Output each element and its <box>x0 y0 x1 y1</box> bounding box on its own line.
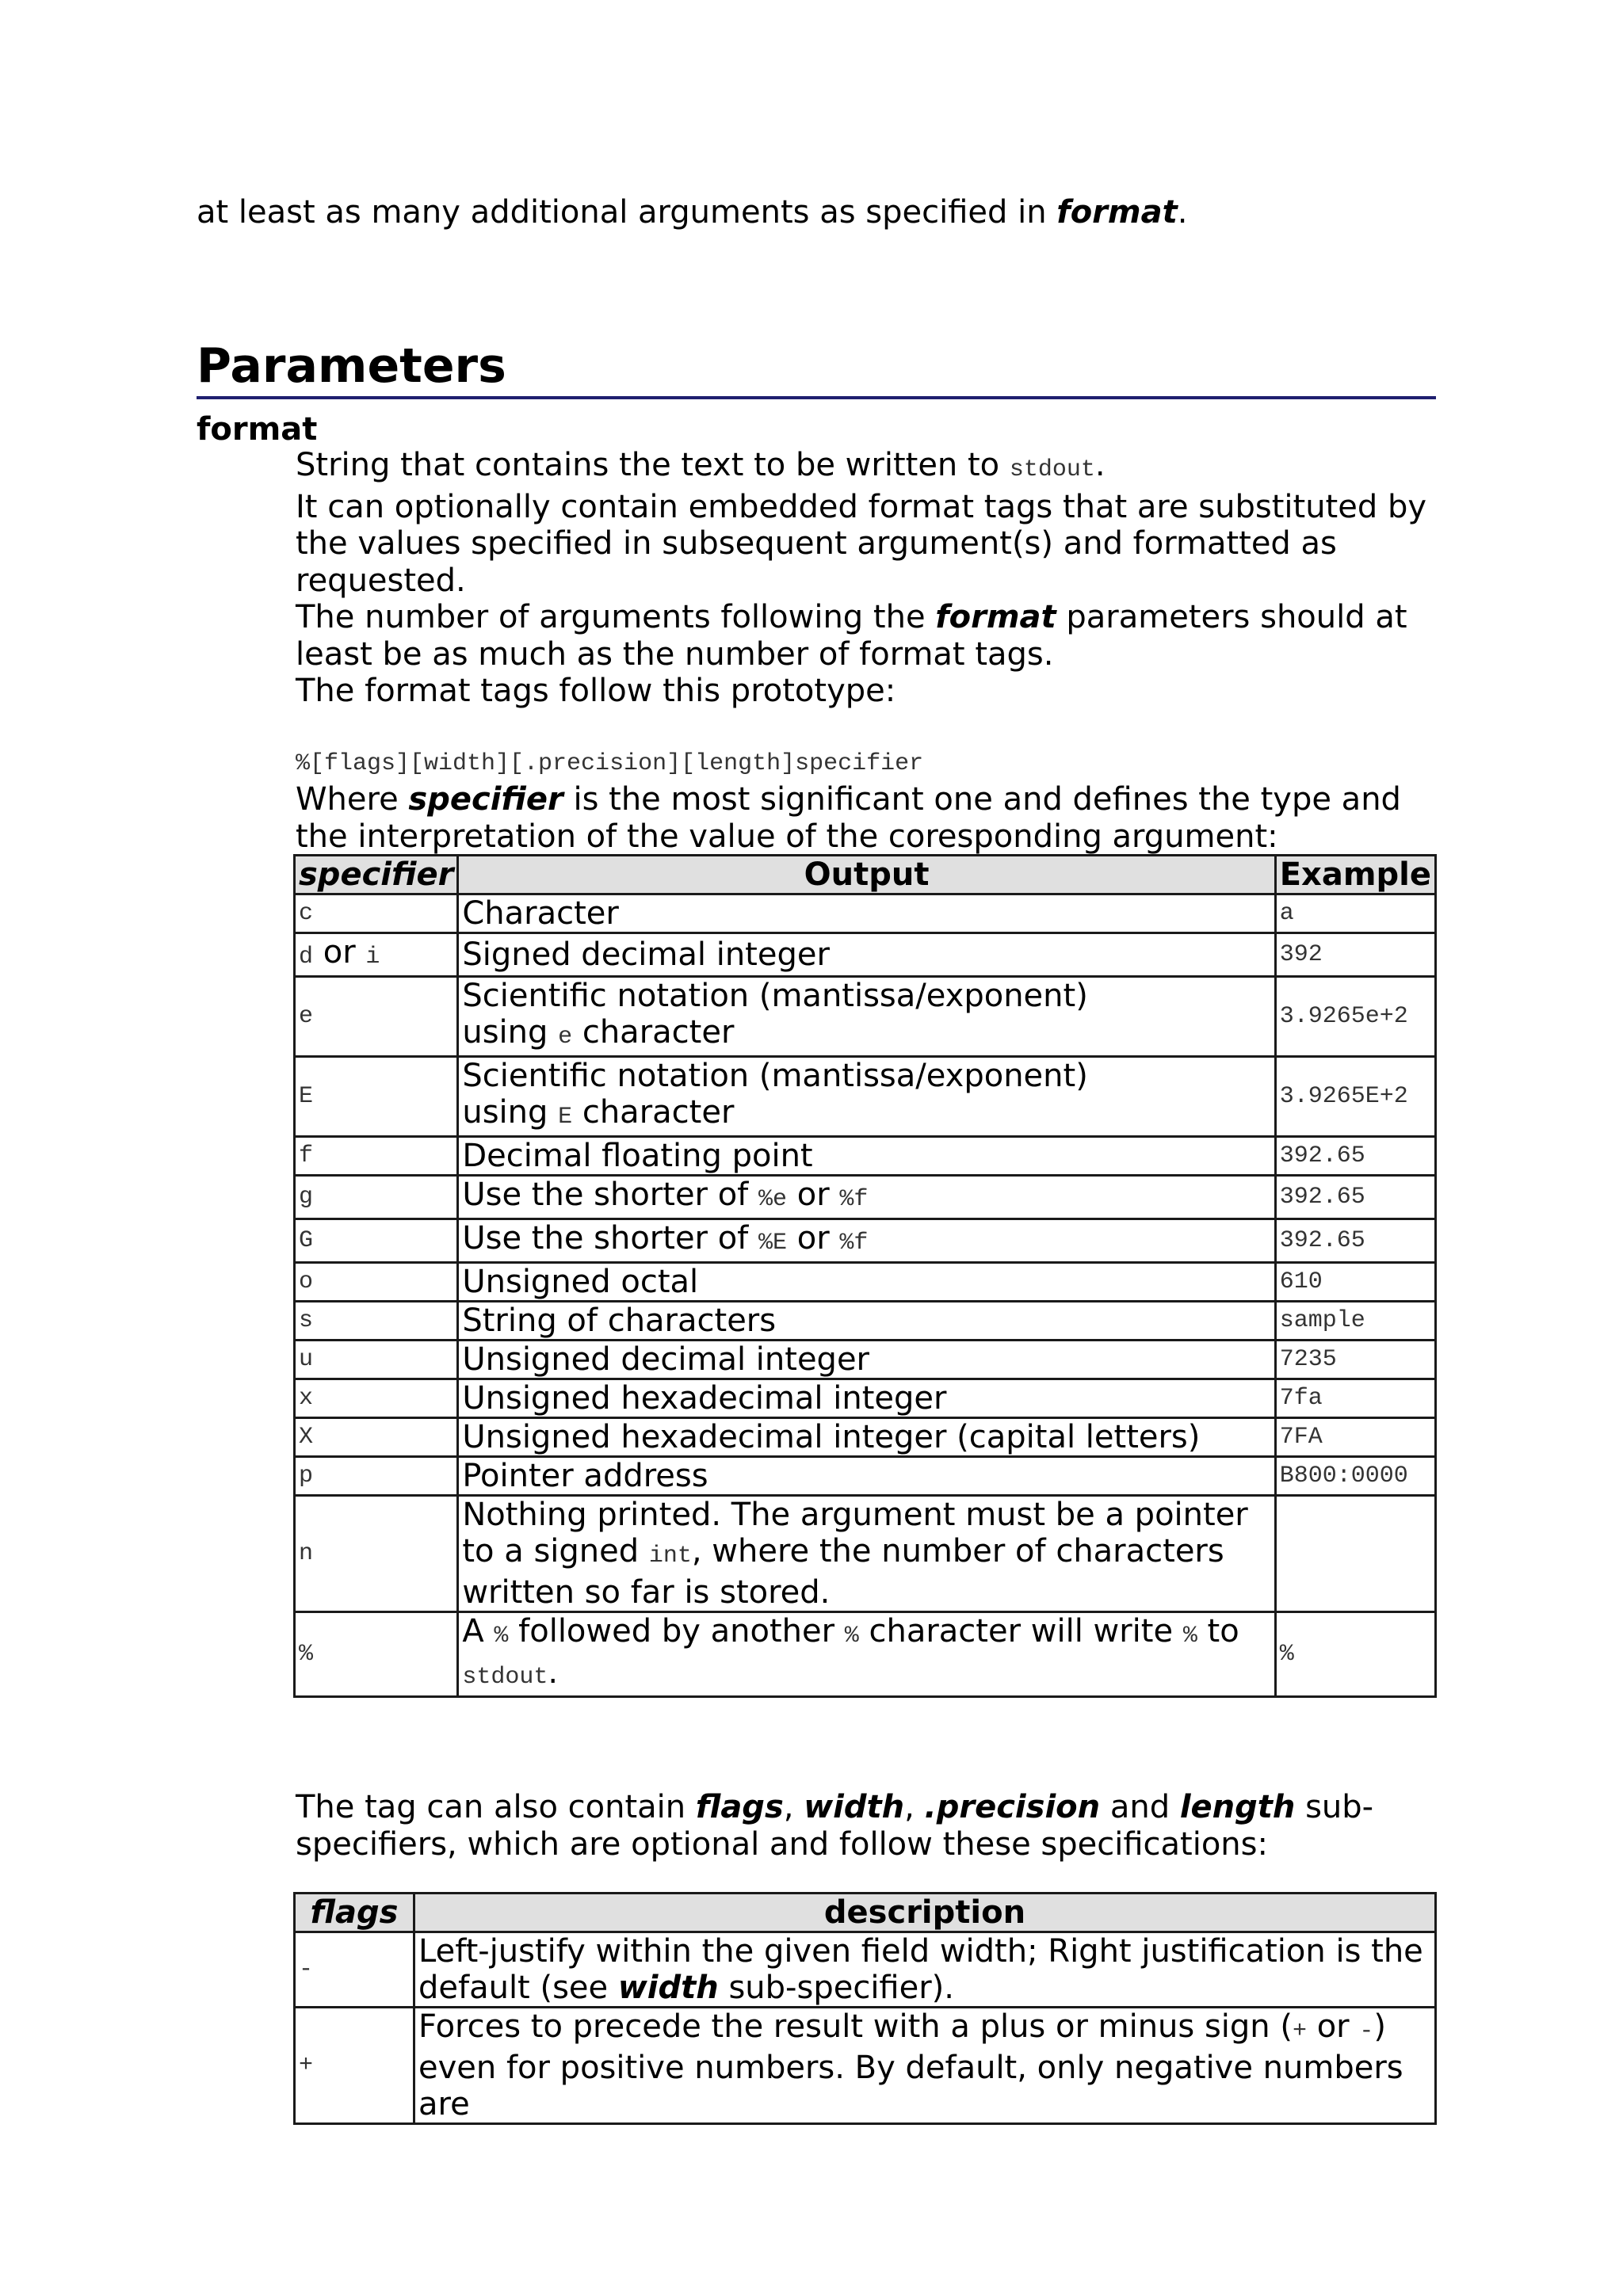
table-row <box>295 2008 1436 2124</box>
table-row <box>295 894 1436 933</box>
spec-cell: n <box>295 1496 458 1612</box>
output-cell: Character <box>458 894 1275 933</box>
param-desc-line2: It can optionally contain embedded format tags that are substituted by the values specified in subsequent argument(s) and formatted as requested. <box>296 488 1427 599</box>
where-text <box>296 781 1445 855</box>
header-description: description <box>414 1894 1436 1932</box>
spec-cell: X <box>295 1418 458 1457</box>
example-cell: 392.65 <box>1275 1137 1435 1176</box>
desc-text: or <box>1306 2008 1360 2045</box>
table-row <box>295 1263 1436 1302</box>
output-text: or <box>787 1177 840 1213</box>
intro-suffix: . <box>1177 194 1188 231</box>
output-code: int <box>648 1543 692 1569</box>
where-prefix: Where <box>296 781 409 818</box>
term-width: width <box>804 1789 905 1825</box>
output-code: % <box>1182 1623 1197 1650</box>
line1-suffix: . <box>1094 447 1106 483</box>
output-cell: Unsigned octal <box>458 1263 1275 1302</box>
spec-code: i <box>365 944 380 971</box>
output-code: e <box>558 1024 573 1051</box>
header-output: Output <box>458 856 1275 894</box>
table-row <box>295 1219 1436 1263</box>
example-cell: % <box>1275 1612 1435 1697</box>
spec-cell: p <box>295 1457 458 1496</box>
desc-text: Left-justify within the given field width; Right justification is the default (see <box>418 1933 1423 2006</box>
output-cell: Signed decimal integer <box>458 933 1275 977</box>
output-cell: Unsigned decimal integer <box>458 1341 1275 1379</box>
spec-cell: g <box>295 1176 458 1219</box>
table-row <box>295 1932 1436 2008</box>
param-desc-line1 <box>296 447 1445 489</box>
spec-or: or <box>313 934 366 971</box>
output-cell <box>458 1057 1275 1137</box>
example-cell: 392 <box>1275 933 1435 977</box>
example-cell: 3.9265e+2 <box>1275 977 1435 1057</box>
stdout-code: stdout <box>1009 456 1095 483</box>
example-cell: 610 <box>1275 1263 1435 1302</box>
output-cell: String of characters <box>458 1302 1275 1341</box>
example-cell: sample <box>1275 1302 1435 1341</box>
table-header-row <box>295 1894 1436 1932</box>
output-text: A <box>462 1613 495 1650</box>
output-text: character <box>572 1094 735 1131</box>
table-row <box>295 933 1436 977</box>
term-precision: .precision <box>924 1789 1101 1825</box>
spec-cell: f <box>295 1137 458 1176</box>
desc-text: ) even for positive numbers. By default, only negative numbers are <box>418 2008 1403 2122</box>
output-text: using <box>462 1014 559 1051</box>
output-text: Scientific notation (mantissa/exponent) <box>462 1058 1088 1094</box>
header-flags: flags <box>295 1894 414 1932</box>
spec-cell: o <box>295 1263 458 1302</box>
flag-cell: - <box>295 1932 414 2008</box>
output-text: character will write <box>858 1613 1183 1650</box>
table-header-row <box>295 856 1436 894</box>
output-text: character <box>572 1014 735 1051</box>
table-row <box>295 1302 1436 1341</box>
after-text-part: , <box>783 1789 804 1825</box>
table-row <box>295 1379 1436 1418</box>
spec-cell: u <box>295 1341 458 1379</box>
table-row <box>295 1341 1436 1379</box>
desc-text: sub-specifier). <box>718 1970 954 2006</box>
term-width: width <box>617 1970 719 2006</box>
where-specifier-term: specifier <box>408 781 563 818</box>
line3-suffix: parameters should at least be as much as the number of format tags. <box>296 599 1407 673</box>
output-code: stdout <box>462 1664 548 1691</box>
term-length: length <box>1179 1789 1296 1825</box>
table-row <box>295 1176 1436 1219</box>
table-row <box>295 1612 1436 1697</box>
desc-text: Forces to precede the result with a plus or minus sign ( <box>418 2008 1293 2045</box>
spec-cell <box>295 933 458 977</box>
table-row <box>295 1057 1436 1137</box>
output-text: . <box>548 1654 559 1691</box>
spec-code: d <box>299 944 314 971</box>
intro-prefix: at least as many additional arguments as specified in <box>197 194 1057 231</box>
output-code: %e <box>758 1186 787 1213</box>
after-text-part: , <box>904 1789 925 1825</box>
line3-prefix: The number of arguments following the <box>296 599 936 635</box>
format-prototype: %[flags][width][.precision][length]specifier <box>296 750 924 777</box>
spec-cell: s <box>295 1302 458 1341</box>
description-cell <box>414 2008 1436 2124</box>
output-text: Nothing printed. The argument must be a pointer to a signed <box>462 1497 1248 1569</box>
output-text: Use the shorter of <box>462 1220 758 1257</box>
spec-cell: G <box>295 1219 458 1263</box>
term-flags: flags <box>695 1789 784 1825</box>
after-text-part: sub-specifiers, which are optional and follow these specifications: <box>296 1789 1374 1863</box>
output-code: % <box>494 1623 509 1650</box>
spec-cell: E <box>295 1057 458 1137</box>
example-cell <box>1275 1496 1435 1612</box>
output-cell: Pointer address <box>458 1457 1275 1496</box>
output-cell <box>458 1176 1275 1219</box>
param-description <box>296 447 1445 710</box>
output-cell: Unsigned hexadecimal integer (capital letters) <box>458 1418 1275 1457</box>
output-text: using <box>462 1094 559 1131</box>
example-cell: a <box>1275 894 1435 933</box>
spec-cell: x <box>295 1379 458 1418</box>
spec-cell: e <box>295 977 458 1057</box>
flag-cell: + <box>295 2008 414 2124</box>
output-cell: Decimal floating point <box>458 1137 1275 1176</box>
output-text: to <box>1197 1613 1239 1650</box>
output-code: %E <box>758 1230 787 1257</box>
desc-code: + <box>1292 2018 1307 2045</box>
subspecifier-text <box>296 1789 1445 1863</box>
example-cell: 392.65 <box>1275 1176 1435 1219</box>
example-cell: 7FA <box>1275 1418 1435 1457</box>
flags-table <box>293 1892 1437 2125</box>
output-code: % <box>844 1623 859 1650</box>
section-title: Parameters <box>197 336 1436 399</box>
output-text: Use the shorter of <box>462 1177 758 1213</box>
output-cell <box>458 1219 1275 1263</box>
table-row <box>295 1137 1436 1176</box>
output-text: Scientific notation (mantissa/exponent) <box>462 978 1088 1014</box>
output-code: %f <box>839 1186 869 1213</box>
intro-text <box>197 193 1187 231</box>
line1-text: String that contains the text to be written to <box>296 447 1010 483</box>
table-row <box>295 1457 1436 1496</box>
example-cell: 7fa <box>1275 1379 1435 1418</box>
output-cell <box>458 1612 1275 1697</box>
param-name: format <box>197 411 318 448</box>
after-text-part: The tag can also contain <box>296 1789 696 1825</box>
description-cell <box>414 1932 1436 2008</box>
specifier-table <box>293 854 1437 1698</box>
output-code: %f <box>839 1230 869 1257</box>
output-text: , where the number of characters written so far is stored. <box>462 1533 1224 1611</box>
param-desc-line4: The format tags follow this prototype: <box>296 673 896 709</box>
table-row <box>295 1496 1436 1612</box>
output-cell <box>458 977 1275 1057</box>
output-cell <box>458 1496 1275 1612</box>
where-suffix: is the most significant one and defines the type and the interpretation of the value of the coresponding argument: <box>296 781 1401 855</box>
output-text: followed by another <box>508 1613 845 1650</box>
param-desc-line3 <box>296 599 1445 673</box>
example-cell: B800:0000 <box>1275 1457 1435 1496</box>
after-text-part: and <box>1100 1789 1180 1825</box>
example-cell: 392.65 <box>1275 1219 1435 1263</box>
header-specifier: specifier <box>295 856 458 894</box>
output-code: E <box>558 1104 573 1131</box>
line3-format-term: format <box>935 599 1056 635</box>
table-row <box>295 1418 1436 1457</box>
desc-code: - <box>1359 2018 1374 2045</box>
intro-format-term: format <box>1056 194 1178 231</box>
example-cell: 3.9265E+2 <box>1275 1057 1435 1137</box>
header-example: Example <box>1275 856 1435 894</box>
spec-cell: c <box>295 894 458 933</box>
output-text: or <box>787 1220 840 1257</box>
table-row <box>295 977 1436 1057</box>
output-cell: Unsigned hexadecimal integer <box>458 1379 1275 1418</box>
spec-cell: % <box>295 1612 458 1697</box>
example-cell: 7235 <box>1275 1341 1435 1379</box>
